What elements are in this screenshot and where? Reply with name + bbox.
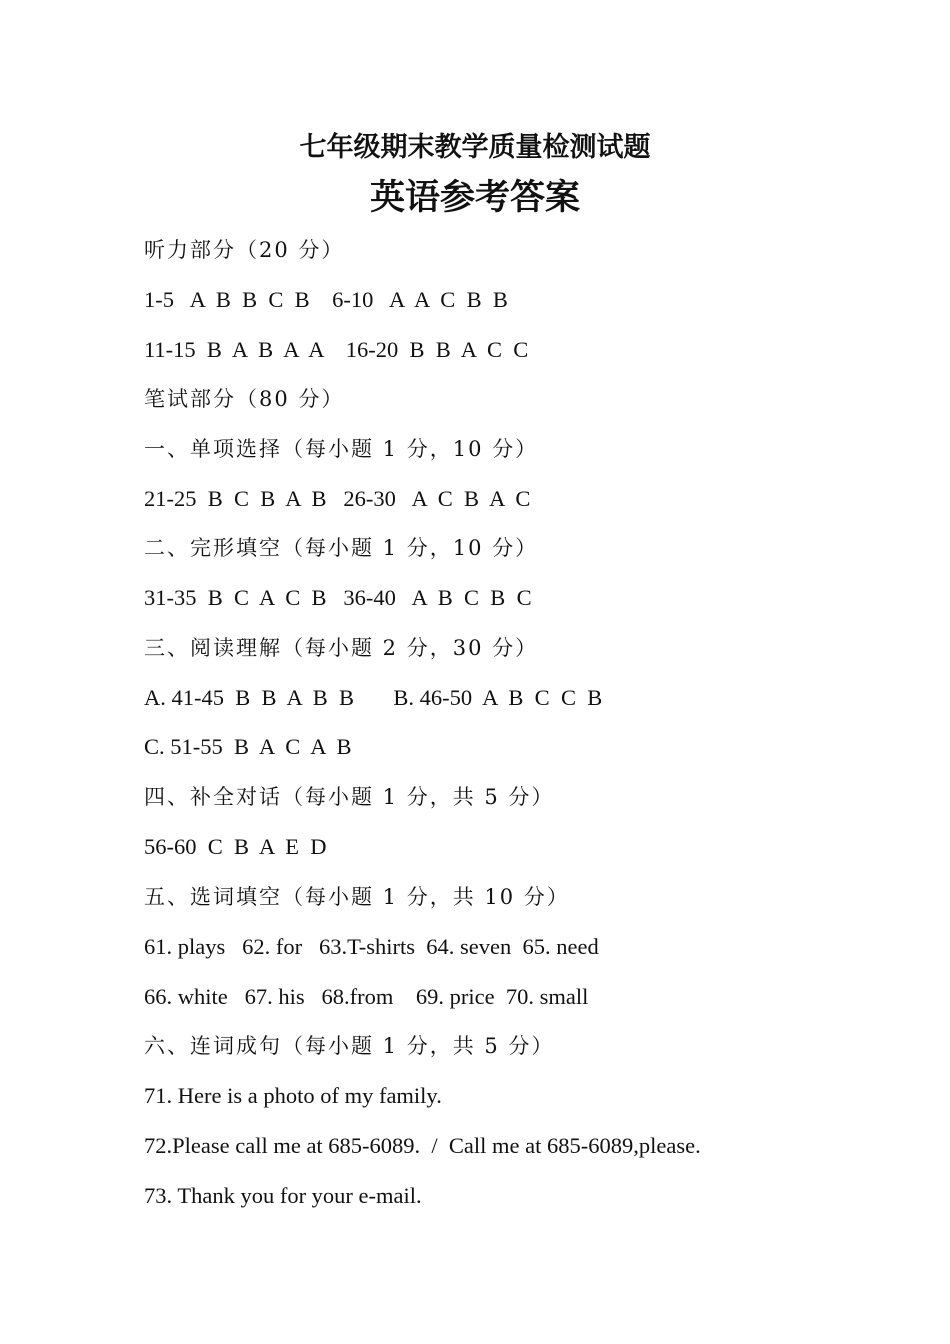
answer-line: C. 51-55 B A C A B — [144, 734, 352, 759]
answer-line: 56-60 C B A E D — [144, 834, 327, 859]
document-title: 七年级期末教学质量检测试题 — [299, 132, 651, 163]
answer-line: 66. white 67. his 68.from 69. price 70. small — [144, 984, 589, 1009]
answer-line: A. 41-45 B B A B B B. 46-50 A B C C B — [144, 685, 603, 710]
section-heading: 六、连词成句（每小题 1 分，共 5 分） — [144, 1034, 555, 1058]
answer-line: 21-25 B C B A B 26-30 A C B A C — [144, 486, 531, 511]
section-listening-heading: 听力部分（20 分） — [144, 238, 345, 262]
section-heading: 三、阅读理解（每小题 2 分，30 分） — [144, 636, 539, 660]
section-written-heading: 笔试部分（80 分） — [144, 387, 345, 411]
answer-line: 73. Thank you for your e-mail. — [144, 1183, 422, 1208]
section-heading: 二、完形填空（每小题 1 分，10 分） — [144, 536, 539, 560]
answer-line: 31-35 B C A C B 36-40 A B C B C — [144, 585, 532, 610]
answer-line: 1-5 A B B C B 6-10 A A C B B — [144, 287, 508, 312]
section-heading: 五、选词填空（每小题 1 分，共 10 分） — [144, 885, 570, 909]
document-subtitle: 英语参考答案 — [369, 177, 580, 218]
section-heading: 一、单项选择（每小题 1 分，10 分） — [144, 437, 539, 461]
answer-line: 71. Here is a photo of my family. — [144, 1083, 442, 1108]
section-heading: 四、补全对话（每小题 1 分，共 5 分） — [144, 785, 555, 809]
answer-line: 61. plays 62. for 63.T-shirts 64. seven 65. need — [144, 934, 599, 959]
answer-line: 72.Please call me at 685-6089. / Call me at 685-6089,please. — [144, 1133, 701, 1158]
answer-line: 11-15 B A B A A 16-20 B B A C C — [144, 337, 529, 362]
